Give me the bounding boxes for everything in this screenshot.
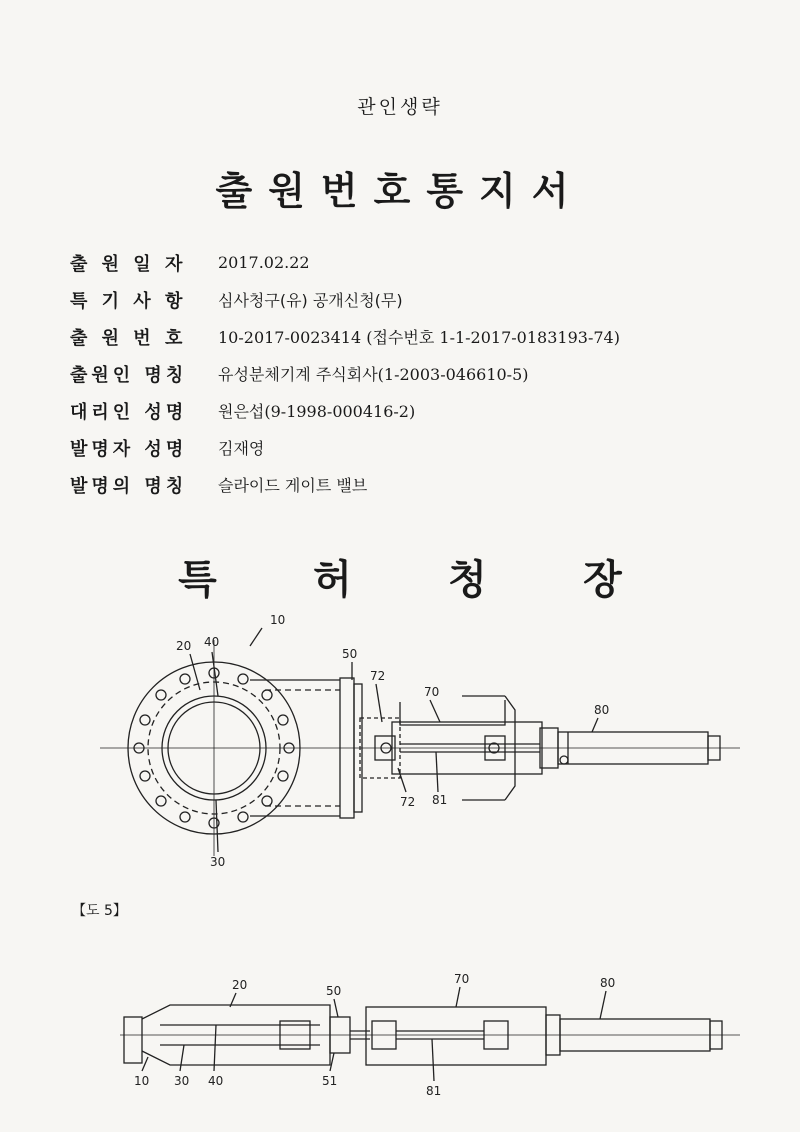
section-heading-patent-commissioner xyxy=(0,548,800,605)
ref-numeral: 50 xyxy=(326,984,342,998)
ref-numeral: 40 xyxy=(208,1074,224,1088)
field-row-inventor-name xyxy=(70,429,770,466)
field-value: 2017.02.22 xyxy=(218,253,310,272)
ref-numeral: 70 xyxy=(424,685,440,699)
field-value: 김재영 xyxy=(218,439,265,458)
field-label: 출 원 번 호 xyxy=(70,327,187,349)
ref-numeral: 51 xyxy=(322,1074,338,1088)
ref-numeral: 40 xyxy=(204,635,220,649)
field-value: 심사청구(유) 공개신청(무) xyxy=(218,291,403,310)
seal-omitted-note: 관인생략 xyxy=(357,96,443,118)
field-value: 원은섭(9-1998-000416-2) xyxy=(218,402,416,421)
heading-char: 청 xyxy=(448,557,487,603)
field-row-filing-date xyxy=(70,244,770,281)
valve-drawing-figure-1 xyxy=(0,600,800,890)
document-title: 출원번호통지서 xyxy=(215,169,585,213)
ref-numeral: 72 xyxy=(370,669,386,683)
field-label: 출 원 일 자 xyxy=(70,253,187,275)
ref-numeral: 70 xyxy=(454,972,470,986)
field-row-applicant-name xyxy=(70,355,770,392)
field-value: 10-2017-0023414 (접수번호 1-1-2017-0183193-74) xyxy=(218,328,620,347)
field-label: 대리인 성명 xyxy=(70,401,188,423)
field-row-application-number xyxy=(70,318,770,355)
ref-numeral: 50 xyxy=(342,647,358,661)
application-info xyxy=(70,244,770,503)
valve-drawing-figure-5 xyxy=(0,965,800,1105)
figure-5-label: 【도 5】 xyxy=(72,903,127,919)
ref-numeral: 10 xyxy=(134,1074,150,1088)
heading-char: 허 xyxy=(313,557,352,603)
heading-char: 특 xyxy=(178,557,217,603)
ref-numeral: 80 xyxy=(594,703,610,717)
field-value: 슬라이드 게이트 밸브 xyxy=(218,476,368,495)
field-label: 특 기 사 항 xyxy=(70,290,187,312)
ref-numeral: 72 xyxy=(400,795,416,809)
field-row-special-notes xyxy=(70,281,770,318)
ref-numeral: 30 xyxy=(210,855,226,869)
ref-numeral: 10 xyxy=(270,613,286,627)
ref-numeral: 81 xyxy=(432,793,448,807)
ref-numeral: 20 xyxy=(176,639,192,653)
ref-numeral: 20 xyxy=(232,978,248,992)
field-label: 출원인 명칭 xyxy=(70,364,188,386)
ref-numeral: 81 xyxy=(426,1084,442,1098)
field-label: 발명의 명칭 xyxy=(70,475,188,497)
ref-numeral: 80 xyxy=(600,976,616,990)
field-row-invention-title xyxy=(70,466,770,503)
field-label: 발명자 성명 xyxy=(70,438,188,460)
ref-numeral: 30 xyxy=(174,1074,190,1088)
heading-char: 장 xyxy=(583,557,622,603)
field-value: 유성분체기계 주식회사(1-2003-046610-5) xyxy=(218,365,529,384)
field-row-agent-name xyxy=(70,392,770,429)
